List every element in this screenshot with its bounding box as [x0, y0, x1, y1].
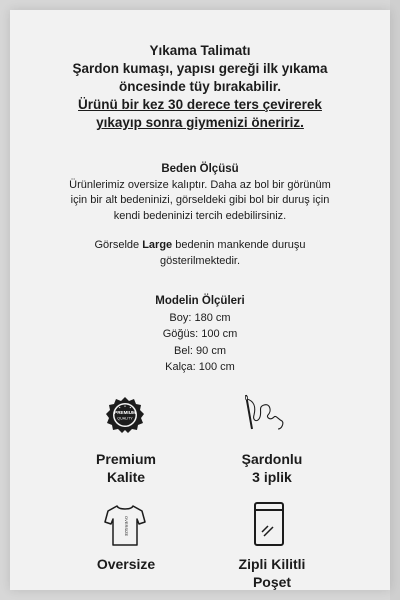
feature-ziplock-line2: Poşet — [252, 574, 292, 590]
size-text-4-pre: Görselde — [94, 239, 143, 251]
feature-sardonlu — [202, 450, 342, 486]
feature-ziplock-line1: Zipli Kilitli — [238, 556, 306, 572]
size-highlight: Large — [142, 239, 173, 251]
ziplock-bag-icon — [252, 500, 286, 548]
feature-sardonlu-line1: Şardonlu — [241, 451, 303, 467]
size-title: Beden Ölçüsü — [161, 163, 239, 175]
wash-instructions — [10, 42, 390, 132]
size-text-5: gösterilmektedir. — [159, 254, 241, 267]
tshirt-print-text: OVERSIZE — [124, 516, 129, 537]
right-edge — [390, 0, 400, 600]
feature-premium-line2: Kalite — [106, 469, 146, 485]
model-chest: Göğüs: 100 cm — [162, 328, 238, 340]
model-height: Boy: 180 cm — [169, 311, 231, 324]
model-measurements — [10, 293, 390, 376]
model-waist: Bel: 90 cm — [174, 344, 226, 357]
size-text-4-post: bedenin mankende duruşu — [172, 239, 306, 251]
size-text-3: kendi bedeninizi tercih edebilirsiniz. — [113, 209, 287, 222]
size-text-2: için bir alt bedeninizi, görseldeki gibi bol bir duruş için — [70, 194, 330, 206]
badge-bottom-text: QUALITY — [117, 416, 133, 421]
info-card — [10, 10, 390, 590]
wash-line-2: öncesinde tüy bırakabilir. — [118, 79, 282, 94]
feature-ziplock — [202, 555, 342, 591]
feature-oversize — [56, 555, 196, 573]
feature-oversize-line1: Oversize — [96, 556, 156, 572]
feature-premium-line1: Premium — [96, 451, 156, 467]
wash-line-1: Şardon kumaşı, yapısı gereği ilk yıkama — [72, 61, 328, 76]
premium-badge-icon — [103, 395, 147, 435]
model-hip: Kalça: 100 cm — [165, 361, 235, 373]
feature-premium — [56, 450, 196, 486]
oversize-tshirt-icon — [102, 502, 148, 548]
wash-line-3: Ürünü bir kez 30 derece ters çevirerek — [78, 97, 322, 112]
size-info — [10, 162, 390, 269]
wash-line-4: yıkayıp sonra giymenizi öneririz. — [96, 115, 304, 130]
needle-thread-icon — [238, 393, 290, 439]
model-title: Modelin Ölçüleri — [155, 295, 245, 307]
feature-sardonlu-line2: 3 iplik — [252, 469, 292, 485]
wash-title: Yıkama Talimatı — [149, 43, 251, 58]
badge-top-text: PREMIUM — [114, 410, 136, 415]
size-text-1: Ürünlerimiz oversize kalıptır. Daha az bol bir görünüm — [69, 178, 331, 191]
size-text-4 — [10, 238, 390, 254]
